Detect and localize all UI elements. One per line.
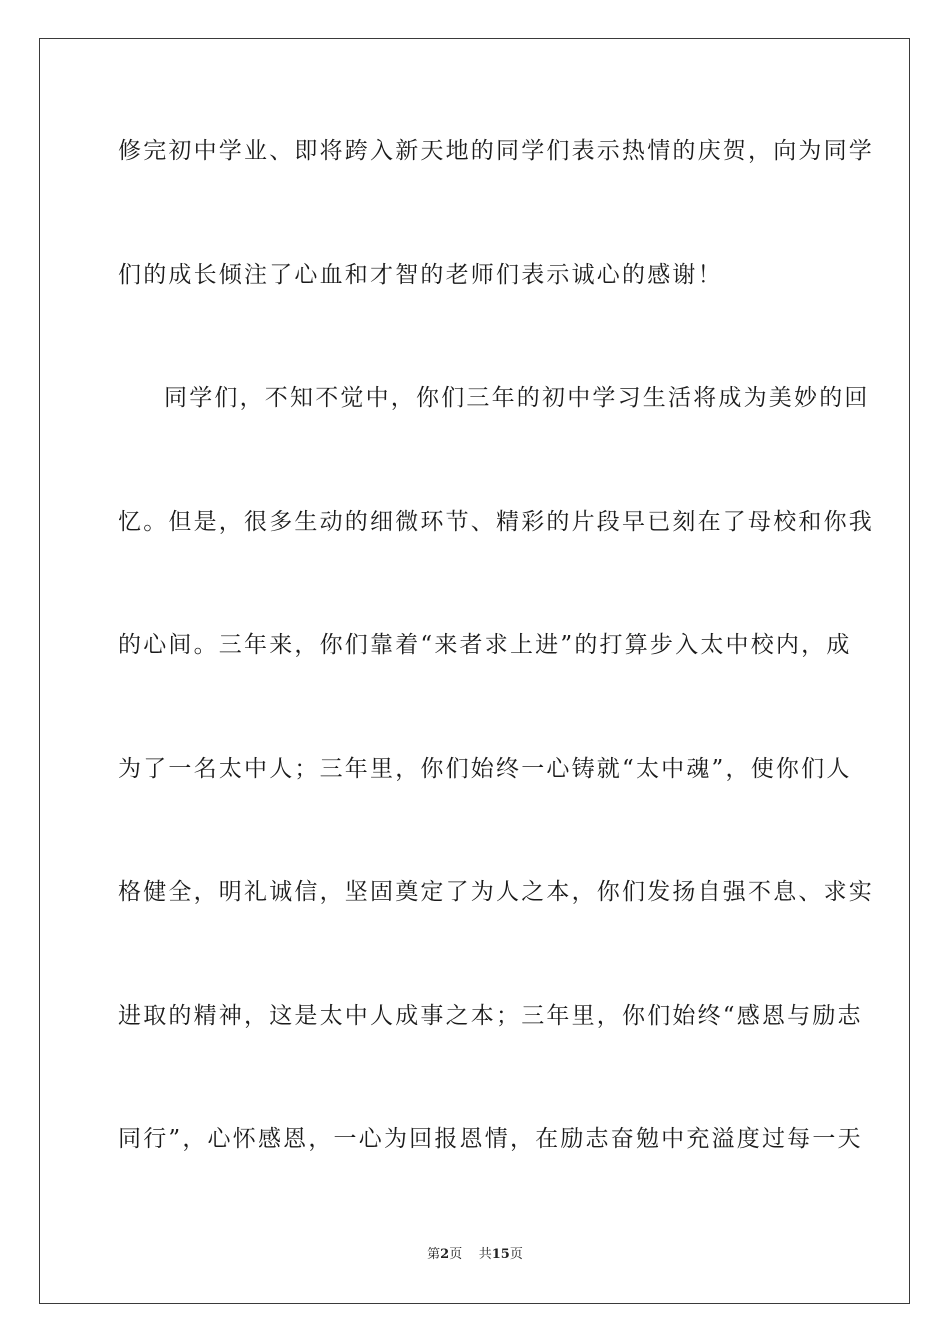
- paragraph-2-line-4: 为了一名太中人；三年里，你们始终一心铸就“太中魂”，使你们人: [118, 756, 852, 782]
- page-prefix: 第: [427, 1247, 441, 1262]
- total-prefix: 共: [478, 1247, 492, 1262]
- paragraph-2-line-7: 同行”，心怀感恩，一心为回报恩情，在励志奋勉中充溢度过每一天: [118, 1126, 863, 1152]
- page-suffix: 页: [449, 1247, 463, 1262]
- paragraph-2-line-1: 同学们，不知不觉中，你们三年的初中学习生活将成为美妙的回: [164, 385, 870, 411]
- paragraph-2-line-3: 的心间。三年来，你们靠着“来者求上进”的打算步入太中校内，成: [118, 632, 852, 658]
- total-suffix: 页: [509, 1247, 523, 1262]
- paragraph-1-line-1: 修完初中学业、即将跨入新天地的同学们表示热情的庆贺，向为同学: [118, 138, 874, 164]
- paragraph-2-line-2: 忆。但是，很多生动的细微环节、精彩的片段早已刻在了母校和你我: [118, 509, 874, 535]
- paragraph-1-line-2: 们的成长倾注了心血和才智的老师们表示诚心的感谢！: [118, 262, 723, 288]
- paragraph-2-line-6: 进取的精神，这是太中人成事之本；三年里，你们始终“感恩与励志: [118, 1003, 863, 1029]
- total-pages: 15: [491, 1247, 510, 1262]
- page-number: 2: [440, 1247, 450, 1262]
- page-footer: [0, 1246, 950, 1264]
- paragraph-2-line-5: 格健全，明礼诚信，坚固奠定了为人之本，你们发扬自强不息、求实: [118, 879, 874, 905]
- page-border: [39, 38, 910, 1304]
